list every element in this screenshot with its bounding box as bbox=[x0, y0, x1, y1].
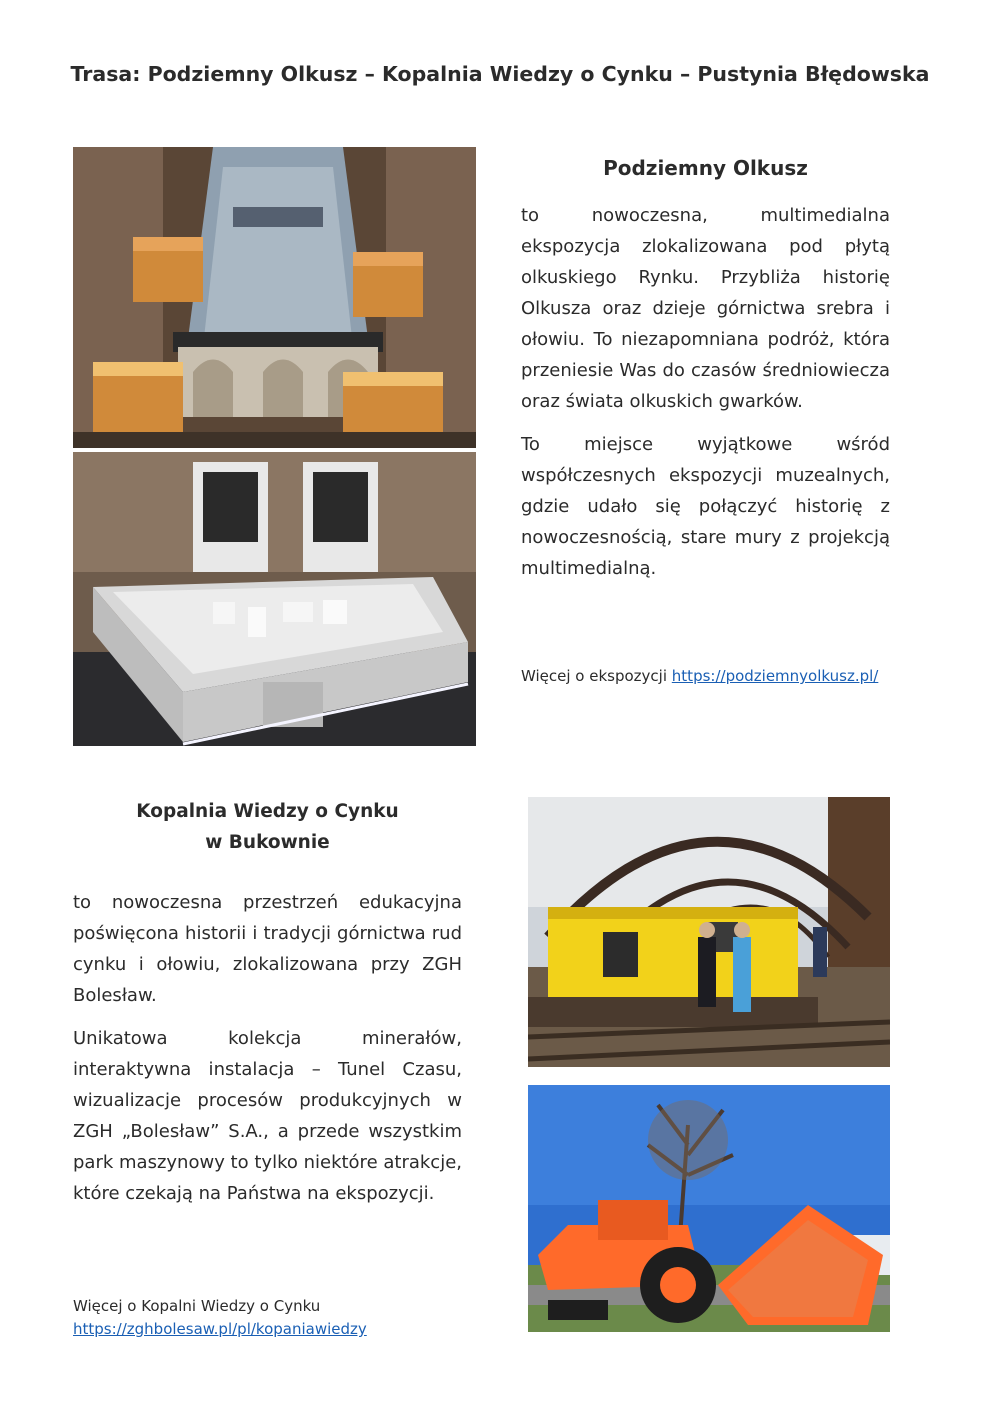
section1-more-label: Więcej o ekspozycji bbox=[521, 667, 668, 685]
section2-body bbox=[73, 887, 462, 1221]
photo-orange-loader bbox=[528, 1085, 890, 1332]
section1-more bbox=[521, 667, 901, 685]
section1-more-link[interactable]: https://podziemnyolkusz.pl/ bbox=[671, 667, 879, 685]
photo-underground-chests bbox=[73, 147, 476, 448]
section1-heading: Podziemny Olkusz bbox=[603, 156, 808, 180]
section2-heading-line2: w Bukownie bbox=[205, 832, 330, 853]
section2-more-label: Więcej o Kopalni Wiedzy o Cynku bbox=[73, 1297, 321, 1315]
section1-paragraph1: to nowoczesna, multimedialna ekspozycja zlokalizowana pod płytą olkuskiego Rynku. Przybliża historię Olkusza oraz dzieje górnictwa srebra i ołowiu. To niezapomniana podróż, która przeniesie Was do czasów średniowiecza oraz świata olkuskich gwarków. bbox=[521, 205, 890, 412]
section2-more-link[interactable]: https://zghbolesaw.pl/pl/kopaniawiedzy bbox=[73, 1320, 367, 1338]
section2-more bbox=[73, 1295, 462, 1341]
page-title: Trasa: Podziemny Olkusz – Kopalnia Wiedzy o Cynku – Pustynia Błędowska bbox=[70, 62, 930, 86]
section1-body bbox=[521, 200, 890, 596]
section1-paragraph2: To miejsce wyjątkowe wśród współczesnych ekspozycji muzealnych, gdzie udało się połączyć historię z nowoczesnością, stare mury z projekcją multimedialną. bbox=[521, 434, 890, 579]
section2-paragraph1: to nowoczesna przestrzeń edukacyjna poświęcona historii i tradycji górnictwa rud cynku i ołowiu, zlokalizowana przy ZGH Bolesław. bbox=[73, 892, 462, 1006]
section2-paragraph2: Unikatowa kolekcja minerałów, interaktywna instalacja – Tunel Czasu, wizualizacje procesów produkcyjnych w ZGH „Bolesław” S.A., a przede wszystkim park maszynowy to tylko niektóre atrakcje, które czekają na Państwa na ekspozycji. bbox=[73, 1028, 462, 1204]
photo-city-model bbox=[73, 452, 476, 746]
section2-heading-line1: Kopalnia Wiedzy o Cynku bbox=[136, 801, 399, 822]
section2-heading bbox=[73, 796, 462, 858]
photo-mine-locomotive bbox=[528, 797, 890, 1067]
